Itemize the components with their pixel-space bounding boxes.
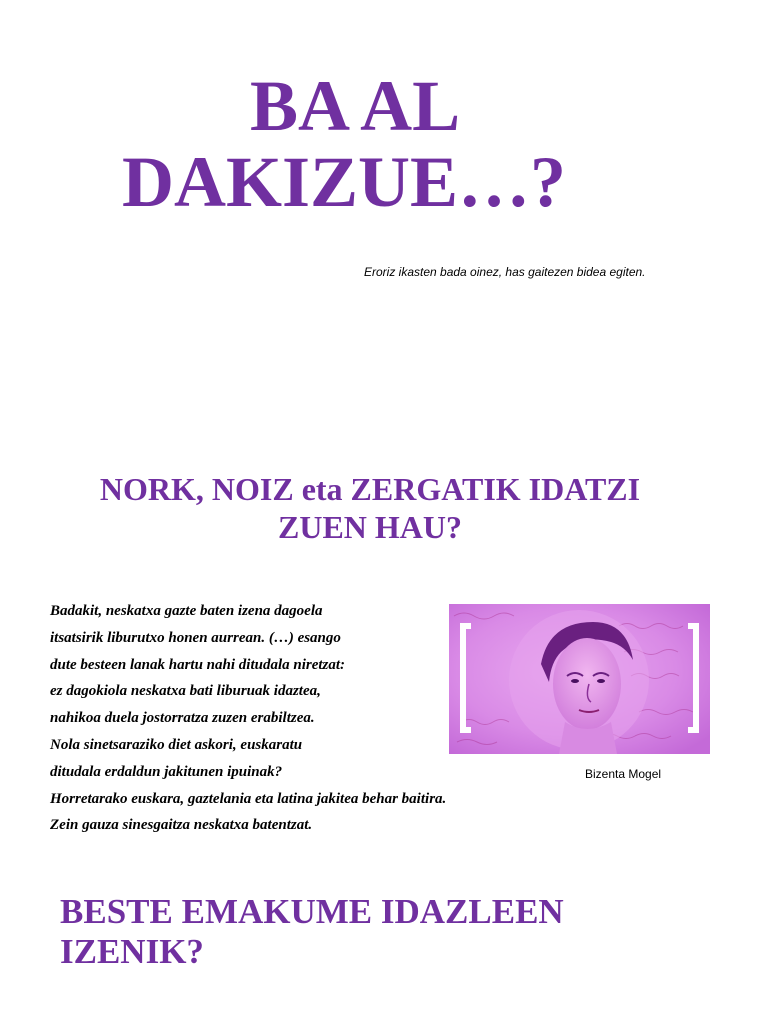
subtitle: Eroriz ikasten bada oinez, has gaitezen bidea egiten.: [364, 265, 646, 279]
section-heading-line-1: NORK, NOIZ eta ZERGATIK IDATZI: [99, 471, 641, 507]
section-heading-line-2: ZUEN HAU?: [277, 509, 462, 545]
quote-line: ez dagokiola neskatxa bati liburuak idaztea,: [50, 683, 321, 700]
quote-block: [50, 598, 470, 839]
section-heading-other-women-writers: [60, 892, 680, 972]
quote-line: nahikoa duela jostorratza zuzen erabiltzea.: [50, 710, 315, 727]
section-heading-line-1: BESTE EMAKUME IDAZLEEN: [60, 892, 564, 931]
quote-line: Zein gauza sinesgaitza neskatxa batentzat.: [50, 817, 313, 834]
portrait-image: [449, 604, 710, 754]
portrait-caption: Bizenta Mogel: [585, 767, 662, 781]
page-title: [122, 68, 642, 220]
quote-line: Horretarako euskara, gaztelania eta latina jakitea behar baitira.: [50, 790, 447, 807]
section-heading-line-2: IZENIK?: [60, 932, 204, 971]
title-line-1: BA AL: [250, 66, 461, 146]
quote-line: dute besteen lanak hartu nahi ditudala niretzat:: [50, 656, 346, 673]
section-heading-who-when-why: [40, 470, 700, 546]
portrait-face: [553, 638, 621, 730]
quote-line: Badakit, neskatxa gazte baten izena dagoela: [50, 603, 323, 619]
quote-line: itsatsirik liburutxo honen aurrean. (…) esango: [50, 629, 341, 646]
title-line-2: DAKIZUE…?: [122, 142, 567, 222]
quote-line: ditudala erdaldun jakitunen ipuinak?: [50, 763, 283, 780]
quote-line: Nola sinetsaraziko diet askori, euskaratu: [50, 736, 303, 753]
